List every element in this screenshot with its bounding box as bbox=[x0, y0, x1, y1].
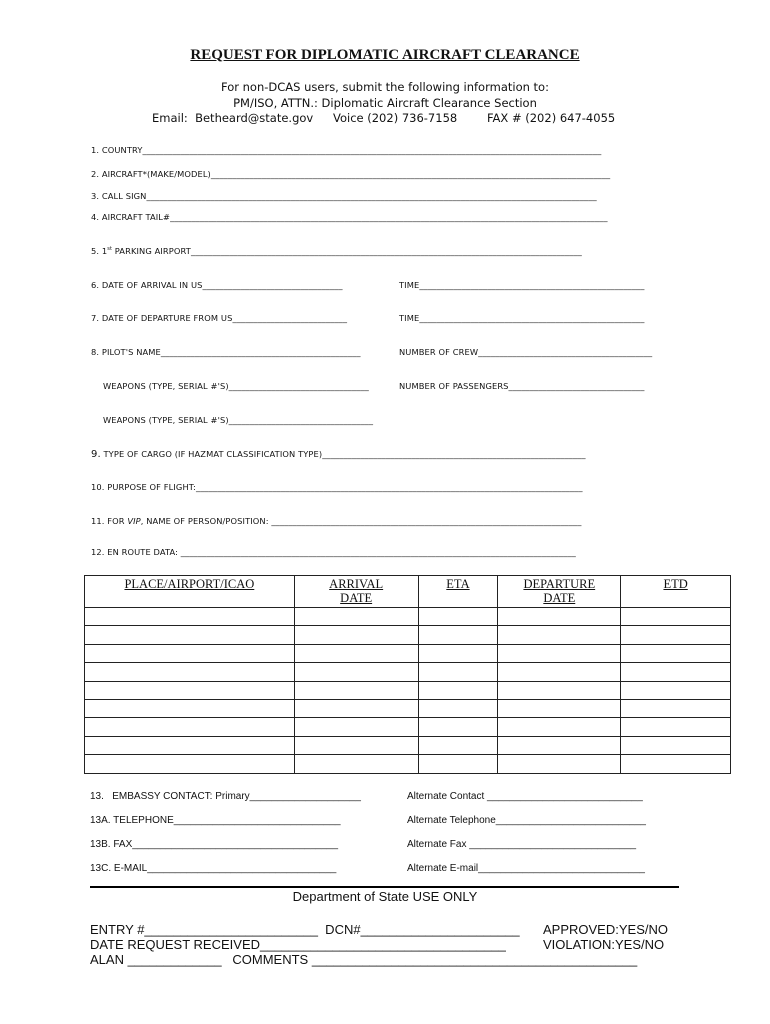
cell-departure-date[interactable] bbox=[498, 736, 621, 754]
table-row bbox=[85, 755, 731, 773]
cell-eta[interactable] bbox=[418, 644, 498, 662]
header-eta-label: ETA bbox=[446, 577, 470, 591]
column-header-place bbox=[85, 576, 295, 608]
cell-arrival-date[interactable] bbox=[294, 699, 418, 717]
field-entry-dcn[interactable]: ENTRY #________________________ DCN#______________________ bbox=[90, 922, 520, 937]
field-departure-date[interactable]: 7. DATE OF DEPARTURE FROM US___________________________ bbox=[91, 313, 348, 323]
cell-eta[interactable] bbox=[418, 626, 498, 644]
field-weapons-1[interactable]: WEAPONS (TYPE, SERIAL #'S)_________________________________ bbox=[103, 381, 369, 391]
field-aircraft-tail[interactable]: 4. AIRCRAFT TAIL#_______________________________________________________________________________________________________ bbox=[91, 212, 608, 222]
cell-eta[interactable] bbox=[418, 681, 498, 699]
field-departure-time[interactable]: TIME_____________________________________________________ bbox=[399, 313, 645, 323]
field-number-of-crew[interactable]: NUMBER OF CREW_________________________________________ bbox=[399, 347, 653, 357]
cell-eta[interactable] bbox=[418, 755, 498, 773]
column-header-arrival-date bbox=[294, 576, 418, 608]
header-place-label: PLACE/AIRPORT/ICAO bbox=[124, 577, 255, 591]
cell-eta[interactable] bbox=[418, 718, 498, 736]
table-row bbox=[85, 681, 731, 699]
field-alan-comments[interactable]: ALAN _____________ COMMENTS _____________________________________________ bbox=[90, 952, 638, 967]
table-row bbox=[85, 608, 731, 626]
intro-line-2: PM/ISO, ATTN.: Diplomatic Aircraft Clearance Section bbox=[233, 96, 537, 110]
cell-etd[interactable] bbox=[621, 736, 731, 754]
cell-etd[interactable] bbox=[621, 718, 731, 736]
contact-voice: Voice (202) 736-7158 bbox=[333, 111, 458, 125]
cell-place[interactable] bbox=[85, 718, 295, 736]
column-header-eta bbox=[418, 576, 498, 608]
table-row bbox=[85, 718, 731, 736]
state-use-heading: Department of State USE ONLY bbox=[292, 889, 478, 904]
cell-etd[interactable] bbox=[621, 681, 731, 699]
field-arrival-date[interactable]: 6. DATE OF ARRIVAL IN US_________________________________ bbox=[91, 280, 343, 290]
table-row bbox=[85, 626, 731, 644]
cell-arrival-date[interactable] bbox=[294, 755, 418, 773]
field-telephone[interactable]: 13A. TELEPHONE______________________________ bbox=[90, 815, 341, 826]
field-email[interactable]: 13C. E-MAIL__________________________________ bbox=[90, 863, 337, 874]
field-embassy-contact-primary[interactable]: 13. EMBASSY CONTACT: Primary____________________ bbox=[90, 791, 361, 802]
cell-departure-date[interactable] bbox=[498, 699, 621, 717]
cell-departure-date[interactable] bbox=[498, 755, 621, 773]
cell-place[interactable] bbox=[85, 681, 295, 699]
header-departure-label: DEPARTURE bbox=[523, 577, 596, 591]
cell-etd[interactable] bbox=[621, 644, 731, 662]
field-alternate-email[interactable]: Alternate E-mail______________________________ bbox=[407, 863, 645, 874]
cell-place[interactable] bbox=[85, 755, 295, 773]
field-pilot-name[interactable]: 8. PILOT'S NAME_______________________________________________ bbox=[91, 347, 361, 357]
header-arrival-label: ARRIVAL bbox=[329, 577, 384, 591]
cell-departure-date[interactable] bbox=[498, 608, 621, 626]
cell-place[interactable] bbox=[85, 626, 295, 644]
field-alternate-telephone[interactable]: Alternate Telephone___________________________ bbox=[407, 815, 646, 826]
field-aircraft[interactable]: 2. AIRCRAFT*(MAKE/MODEL)______________________________________________________________________________________________ bbox=[91, 169, 611, 179]
field-alternate-contact[interactable]: Alternate Contact ____________________________ bbox=[407, 791, 643, 802]
contact-fax: FAX # (202) 647-4055 bbox=[487, 111, 616, 125]
cargo-number: 9. bbox=[91, 449, 101, 460]
section-divider bbox=[90, 886, 679, 888]
vip-label-prefix: 11. FOR bbox=[91, 516, 128, 526]
cell-departure-date[interactable] bbox=[498, 626, 621, 644]
field-weapons-2[interactable]: WEAPONS (TYPE, SERIAL #'S)__________________________________ bbox=[103, 415, 374, 425]
header-arrival-date-label: DATE bbox=[340, 591, 373, 605]
column-header-etd bbox=[621, 576, 731, 608]
cell-departure-date[interactable] bbox=[498, 681, 621, 699]
cell-place[interactable] bbox=[85, 699, 295, 717]
table-row bbox=[85, 699, 731, 717]
vip-label-rest: , NAME OF PERSON/POSITION: _________________________________________________________________________ bbox=[140, 516, 582, 526]
parking-label-prefix: 5. 1 bbox=[91, 246, 108, 256]
cell-place[interactable] bbox=[85, 608, 295, 626]
field-number-of-passengers[interactable]: NUMBER OF PASSENGERS________________________________ bbox=[399, 381, 645, 391]
field-purpose-of-flight[interactable]: 10. PURPOSE OF FLIGHT:___________________________________________________________________________________________ bbox=[91, 482, 583, 492]
field-arrival-time[interactable]: TIME_____________________________________________________ bbox=[399, 280, 645, 290]
field-call-sign[interactable]: 3. CALL SIGN__________________________________________________________________________________________________________ bbox=[91, 191, 597, 201]
cell-arrival-date[interactable] bbox=[294, 663, 418, 681]
field-cargo-type[interactable] bbox=[91, 449, 673, 460]
cell-eta[interactable] bbox=[418, 663, 498, 681]
field-country[interactable]: 1. COUNTRY____________________________________________________________________________________________________________ bbox=[91, 145, 602, 155]
field-first-parking-airport[interactable] bbox=[91, 246, 676, 256]
cargo-label: TYPE OF CARGO (IF HAZMAT CLASSIFICATION TYPE)______________________________________________________________ bbox=[103, 449, 586, 459]
en-route-table bbox=[84, 575, 731, 774]
cell-eta[interactable] bbox=[418, 608, 498, 626]
cell-etd[interactable] bbox=[621, 755, 731, 773]
form-title: REQUEST FOR DIPLOMATIC AIRCRAFT CLEARANCE bbox=[190, 47, 580, 63]
approved-yes-no[interactable]: APPROVED:YES/NO bbox=[543, 922, 668, 937]
parking-label-rest: PARKING AIRPORT____________________________________________________________________________________________ bbox=[112, 246, 582, 256]
cell-arrival-date[interactable] bbox=[294, 626, 418, 644]
header-departure-date-label: DATE bbox=[543, 591, 576, 605]
violation-yes-no[interactable]: VIOLATION:YES/NO bbox=[543, 937, 665, 952]
cell-arrival-date[interactable] bbox=[294, 681, 418, 699]
cell-departure-date[interactable] bbox=[498, 663, 621, 681]
field-fax[interactable]: 13B. FAX_____________________________________ bbox=[90, 839, 339, 850]
intro-line-1: For non-DCAS users, submit the following information to: bbox=[221, 80, 549, 94]
header-etd-label: ETD bbox=[663, 577, 688, 591]
en-route-table-body bbox=[85, 608, 731, 774]
column-header-departure-date bbox=[498, 576, 621, 608]
cell-etd[interactable] bbox=[621, 626, 731, 644]
cell-arrival-date[interactable] bbox=[294, 644, 418, 662]
cell-etd[interactable] bbox=[621, 699, 731, 717]
field-date-request-received[interactable]: DATE REQUEST RECEIVED__________________________________ bbox=[90, 937, 506, 952]
cell-departure-date[interactable] bbox=[498, 644, 621, 662]
cell-eta[interactable] bbox=[418, 699, 498, 717]
contact-email: Email: Betheard@state.gov bbox=[152, 111, 314, 125]
cell-etd[interactable] bbox=[621, 608, 731, 626]
cell-arrival-date[interactable] bbox=[294, 736, 418, 754]
table-row bbox=[85, 736, 731, 754]
cell-etd[interactable] bbox=[621, 663, 731, 681]
cell-arrival-date[interactable] bbox=[294, 718, 418, 736]
field-alternate-fax[interactable]: Alternate Fax ______________________________ bbox=[407, 839, 637, 850]
cell-eta[interactable] bbox=[418, 736, 498, 754]
en-route-table-header bbox=[85, 576, 731, 608]
cell-place[interactable] bbox=[85, 644, 295, 662]
cell-departure-date[interactable] bbox=[498, 718, 621, 736]
field-vip-name[interactable] bbox=[91, 516, 669, 526]
table-row bbox=[85, 644, 731, 662]
cell-arrival-date[interactable] bbox=[294, 608, 418, 626]
parking-label-sup: st bbox=[107, 246, 112, 253]
cell-place[interactable] bbox=[85, 663, 295, 681]
vip-label-em: VIP bbox=[127, 516, 141, 526]
cell-place[interactable] bbox=[85, 736, 295, 754]
table-row bbox=[85, 663, 731, 681]
field-en-route-data[interactable]: 12. EN ROUTE DATA: _____________________________________________________________________________________________ bbox=[91, 547, 576, 557]
